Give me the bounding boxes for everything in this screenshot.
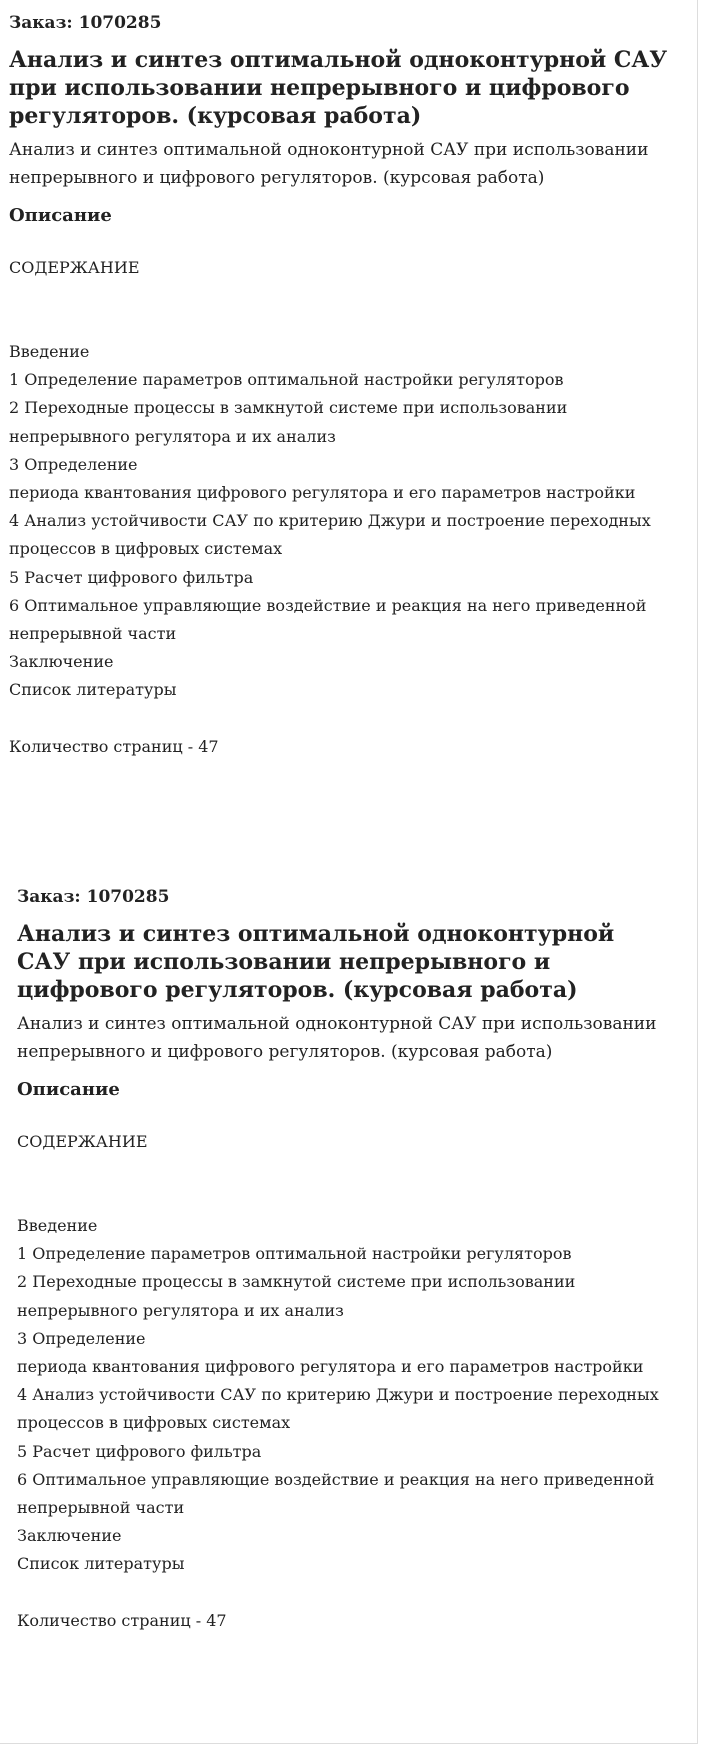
table-of-contents	[9, 338, 698, 705]
table-of-contents	[17, 1212, 698, 1579]
toc-item: периода квантования цифрового регулятора и его параметров настройки	[9, 483, 636, 503]
toc-item: 5 Расчет цифрового фильтра	[17, 1441, 262, 1461]
order-entry	[0, 870, 698, 1635]
work-subtitle: Анализ и синтез оптимальной одноконтурной САУ при использовании непрерывного и цифрового регуляторов. (курсовая работа)	[17, 1014, 657, 1062]
toc-item: 2 Переходные процессы в замкнутой системе при использовании непрерывного регулятора и их анализ	[17, 1272, 576, 1320]
order-number: Заказ: 1070285	[17, 887, 170, 907]
toc-item: 4 Анализ устойчивости САУ по критерию Джури и построение переходных процессов в цифровых системах	[17, 1385, 659, 1433]
page-count: Количество страниц - 47	[17, 1610, 227, 1630]
toc-item: 6 Оптимальное управляющие воздействие и реакция на него приведенной непрерывной части	[17, 1469, 655, 1518]
toc-item: 3 Определение	[17, 1328, 146, 1348]
toc-item: Заключение	[9, 652, 114, 672]
toc-item: Список литературы	[17, 1554, 185, 1574]
description-heading: Описание	[17, 1079, 120, 1100]
toc-item: 1 Определение параметров оптимальной настройки регуляторов	[9, 370, 564, 390]
toc-item: 5 Расчет цифрового фильтра	[9, 567, 254, 587]
description-heading: Описание	[9, 205, 112, 226]
toc-item: периода квантования цифрового регулятора и его параметров настройки	[17, 1357, 644, 1377]
toc-item: Введение	[9, 342, 90, 361]
page-count: Количество страниц - 47	[9, 736, 219, 756]
contents-heading: СОДЕРЖАНИЕ	[17, 1132, 148, 1151]
toc-item: Заключение	[17, 1526, 122, 1546]
toc-item: Введение	[17, 1216, 98, 1235]
toc-item: 4 Анализ устойчивости САУ по критерию Джури и построение переходных процессов в цифровых системах	[9, 511, 651, 559]
order-number: Заказ: 1070285	[9, 13, 162, 33]
work-subtitle: Анализ и синтез оптимальной одноконтурной САУ при использовании непрерывного и цифрового регуляторов. (курсовая работа)	[9, 140, 649, 188]
toc-item: 2 Переходные процессы в замкнутой системе при использовании непрерывного регулятора и их анализ	[9, 398, 568, 446]
order-entry	[0, 0, 698, 761]
work-title: Анализ и синтез оптимальной одноконтурной САУ при использовании непрерывного и цифрового регуляторов. (курсовая работа)	[9, 47, 668, 129]
contents-heading: СОДЕРЖАНИЕ	[9, 258, 140, 277]
toc-item: 6 Оптимальное управляющие воздействие и реакция на него приведенной непрерывной части	[9, 595, 647, 644]
work-title: Анализ и синтез оптимальной одноконтурной САУ при использовании непрерывного и цифрового регуляторов. (курсовая работа)	[17, 921, 615, 1003]
toc-item: Список литературы	[9, 680, 177, 700]
toc-item: 3 Определение	[9, 454, 138, 474]
toc-item: 1 Определение параметров оптимальной настройки регуляторов	[17, 1244, 572, 1264]
